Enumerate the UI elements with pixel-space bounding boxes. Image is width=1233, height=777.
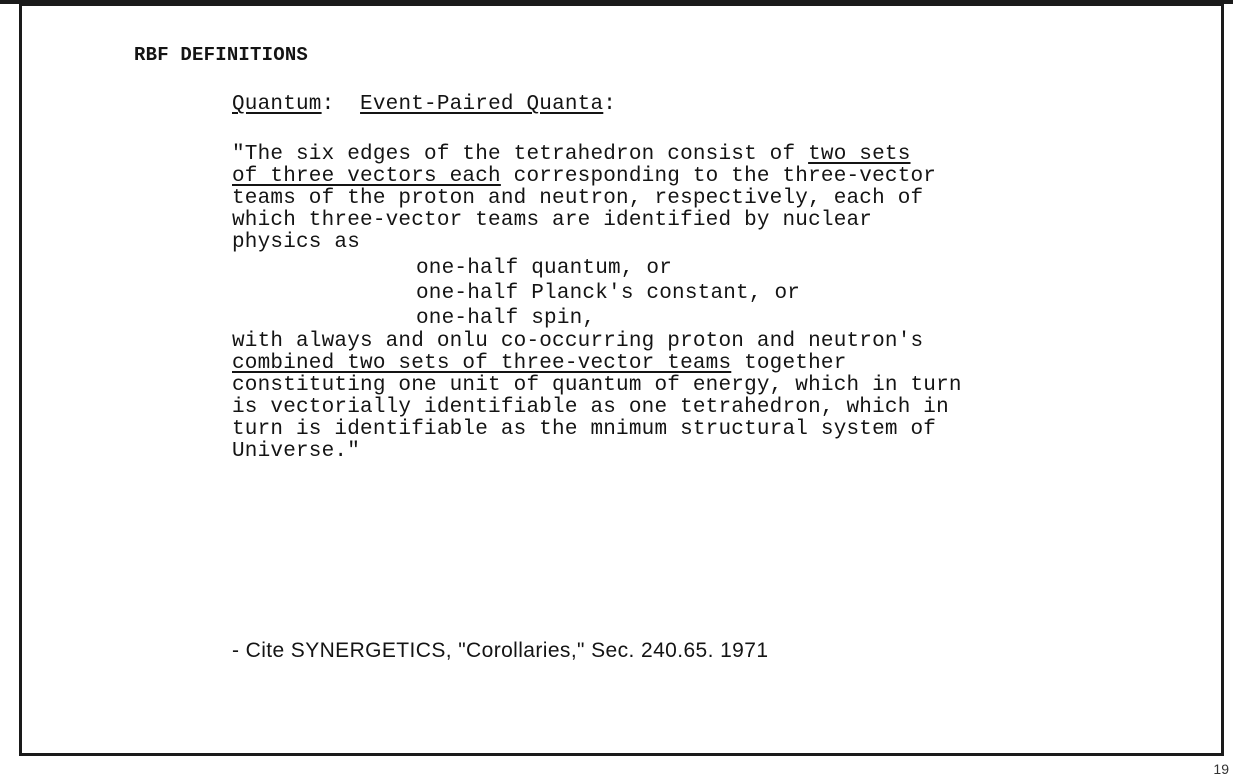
quote-underlined-text: two sets: [808, 143, 911, 166]
quote-line: physics as: [232, 231, 361, 254]
quote-underlined-text: of three vectors each: [232, 165, 501, 188]
subhead-term: Quantum: [232, 93, 322, 116]
quote-indented-line: one-half quantum, or: [416, 257, 673, 280]
quote-text: "The six edges of the tetrahedron consist of: [232, 143, 809, 166]
quote-underlined-text: combined two sets of three-vector teams: [232, 352, 732, 375]
quote-line: with always and onlu co-occurring proton and neutron's: [232, 330, 924, 353]
subhead-topic: Event-Paired Quanta: [360, 93, 604, 116]
quote-line: which three-vector teams are identified by nuclear: [232, 209, 873, 232]
quote-text: corresponding to the three-vector: [500, 165, 937, 188]
citation: - Cite SYNERGETICS, "Corollaries," Sec. 240.65. 1971: [232, 639, 769, 662]
quote-indented-line: one-half Planck's constant, or: [416, 282, 801, 305]
quote-line: is vectorially identifiable as one tetrahedron, which in: [232, 396, 949, 419]
subheading: [232, 94, 616, 116]
quote-line: turn is identifiable as the mnimum structural system of: [232, 418, 937, 441]
quote-indented-line: one-half spin,: [416, 307, 596, 330]
quote-text: together: [731, 352, 847, 375]
document-heading: RBF DEFINITIONS: [134, 44, 309, 66]
page-number: 19: [1213, 761, 1229, 777]
definition-card: [19, 3, 1224, 756]
quote-line: constituting one unit of quantum of energy, which in turn: [232, 374, 962, 397]
quote-line: teams of the proton and neutron, respectively, each of: [232, 187, 924, 210]
quote-line: Universe.": [232, 440, 361, 463]
quote-line: [232, 353, 847, 375]
quote-line: [232, 144, 911, 166]
subhead-topic-suffix: :: [603, 93, 617, 116]
quote-line: [232, 166, 936, 188]
subhead-separator: :: [321, 93, 335, 116]
